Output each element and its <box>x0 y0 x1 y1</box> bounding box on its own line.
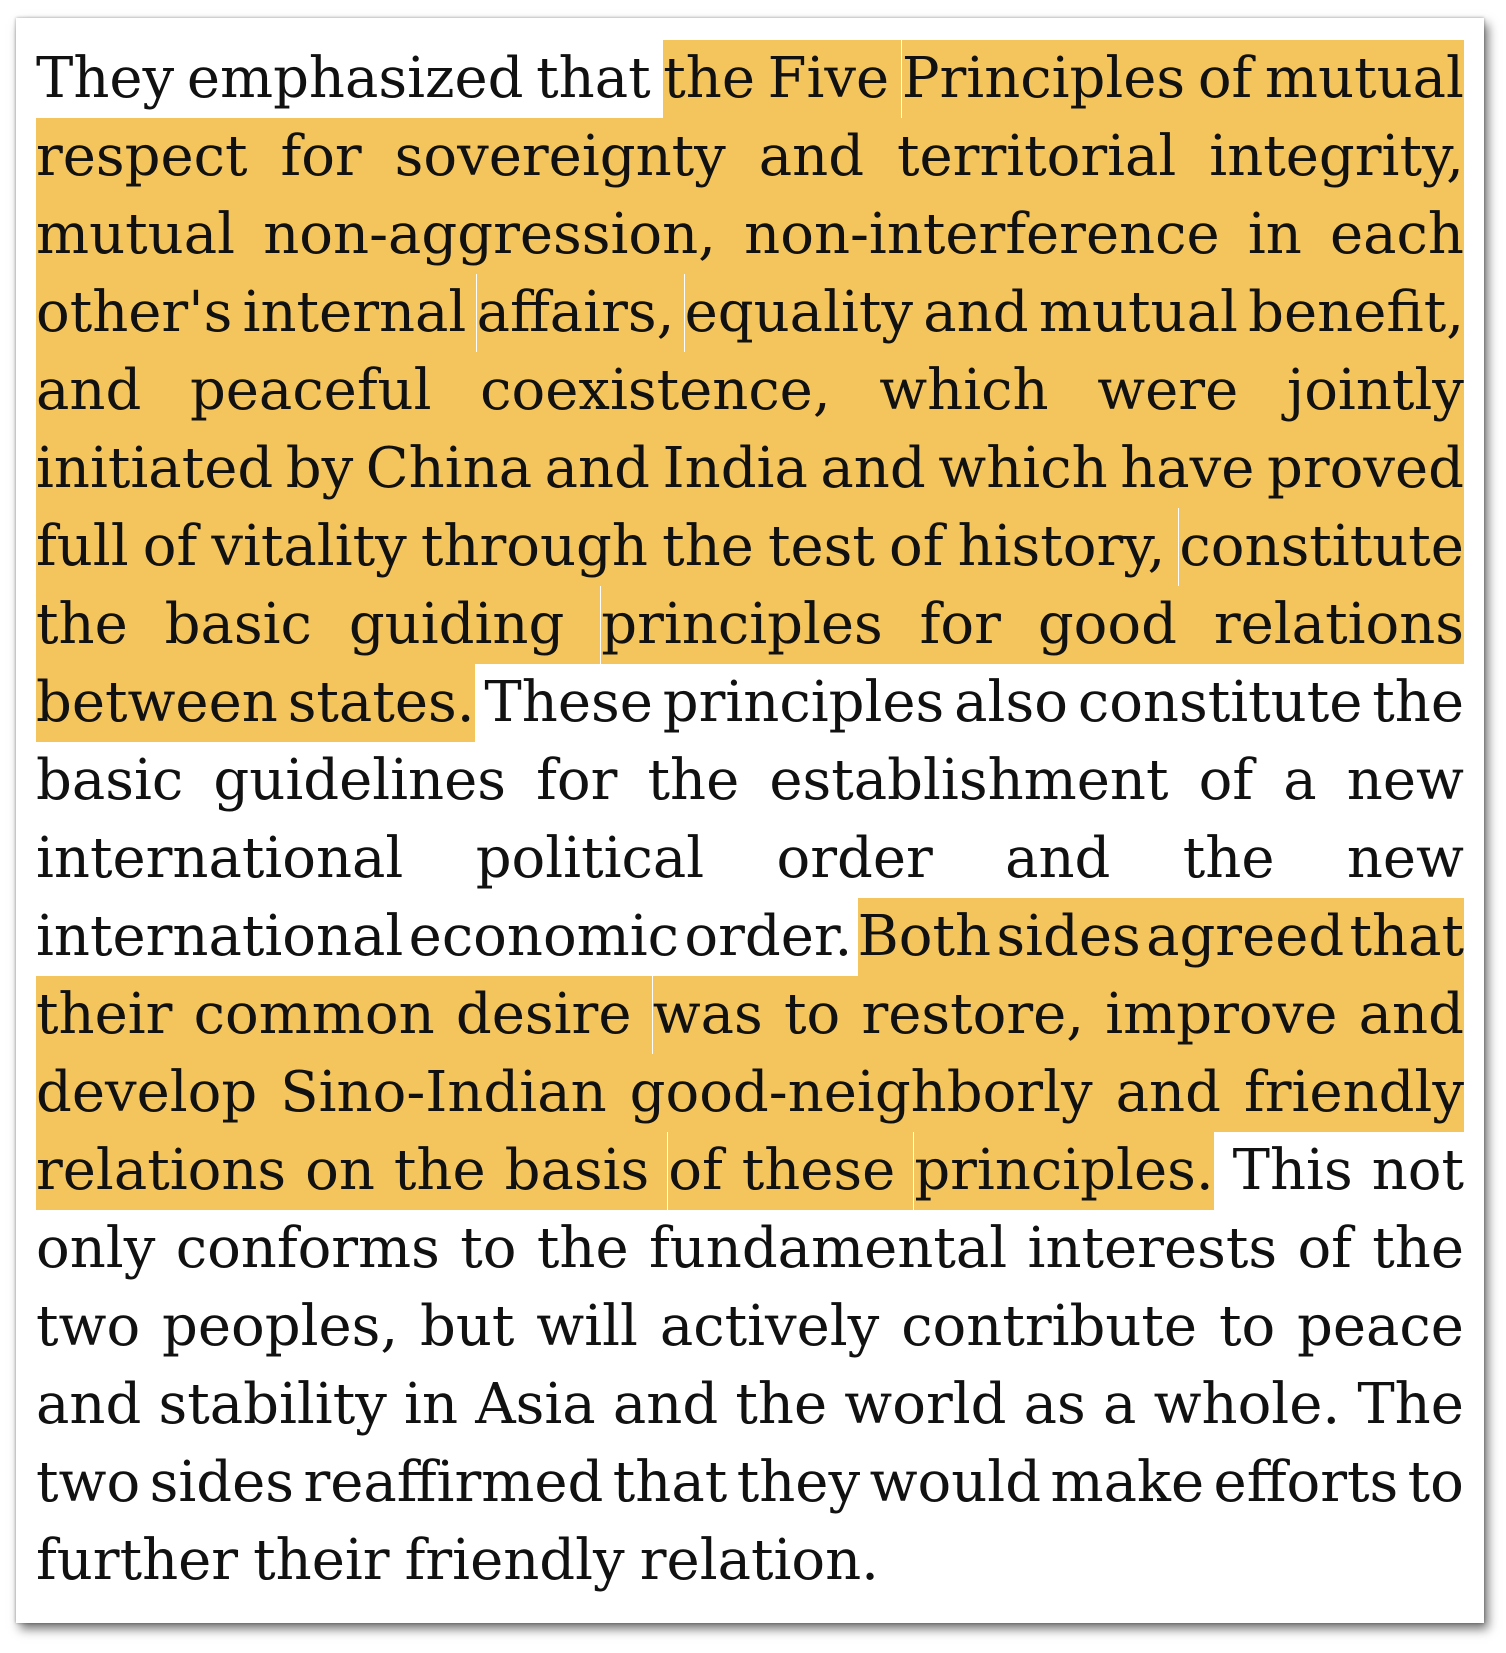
word: two <box>36 1294 141 1359</box>
text-line <box>36 1366 1464 1444</box>
highlighted-word: territorial <box>897 118 1209 196</box>
word: and <box>36 1372 142 1437</box>
word: the <box>1182 826 1275 891</box>
highlighted-word: internal <box>243 274 477 352</box>
word: will <box>536 1294 638 1359</box>
text-line <box>36 586 1464 664</box>
word: the <box>1372 670 1464 735</box>
highlighted-word: history, <box>958 508 1179 586</box>
highlighted-word: sides <box>996 898 1146 976</box>
highlighted-word: to <box>784 976 861 1054</box>
word: make <box>1050 1450 1205 1515</box>
highlighted-word: other's <box>36 274 243 352</box>
word: actively <box>659 1294 880 1359</box>
highlighted-word: have <box>1120 430 1267 508</box>
word: to <box>460 1216 517 1281</box>
highlighted-word: Principles <box>902 40 1198 118</box>
highlighted-word: respect <box>36 118 280 196</box>
word: political <box>475 826 705 891</box>
highlighted-word: principles <box>601 586 920 664</box>
highlighted-word: non-interference <box>744 196 1248 274</box>
highlighted-word: of <box>143 508 211 586</box>
word: that <box>536 46 651 111</box>
highlighted-word: proved <box>1267 430 1464 508</box>
word: in <box>404 1372 459 1437</box>
word: The <box>1357 1372 1464 1437</box>
text-line <box>36 1210 1464 1288</box>
word: order. <box>684 904 853 969</box>
word: they <box>736 1450 861 1515</box>
word: the <box>647 748 740 813</box>
highlighted-word: constitute <box>1179 508 1464 586</box>
highlighted-word: principles. <box>914 1132 1213 1210</box>
text-line <box>36 430 1464 508</box>
text-line <box>36 1288 1464 1366</box>
word: to <box>1407 1450 1464 1515</box>
text-line <box>36 196 1464 274</box>
text-line <box>36 976 1464 1054</box>
highlighted-word: and <box>1116 1054 1244 1132</box>
word: but <box>420 1294 515 1359</box>
word: two <box>36 1450 141 1515</box>
highlighted-word: good <box>1038 586 1214 664</box>
word: that <box>612 1450 728 1515</box>
word: friendly <box>404 1528 625 1593</box>
word: a <box>1102 1372 1137 1437</box>
highlighted-word: relations <box>36 1132 305 1210</box>
word: of <box>1198 748 1254 813</box>
word: Asia <box>475 1372 596 1437</box>
highlighted-word: India <box>663 430 820 508</box>
highlighted-word: equality <box>685 274 923 352</box>
highlighted-word: the <box>36 586 165 664</box>
highlighted-word: coexistence, <box>480 352 879 430</box>
highlighted-word: Sino-Indian <box>280 1054 630 1132</box>
text-line <box>36 1522 1464 1600</box>
highlighted-word: initiated <box>36 430 286 508</box>
highlighted-word: the <box>662 508 768 586</box>
text-line <box>36 820 1464 898</box>
word: new <box>1346 826 1464 891</box>
word: the <box>536 1216 629 1281</box>
highlighted-word: desire <box>456 976 653 1054</box>
word: contribute <box>901 1294 1198 1359</box>
text-line <box>36 118 1464 196</box>
word: interests <box>1027 1216 1278 1281</box>
highlighted-word: test <box>768 508 889 586</box>
word: a <box>1283 748 1317 813</box>
text-line <box>36 898 1464 976</box>
highlighted-word: agreed <box>1146 898 1350 976</box>
highlighted-word: the <box>394 1132 505 1210</box>
highlighted-word: of <box>668 1132 742 1210</box>
highlighted-word: of <box>889 508 958 586</box>
highlighted-word: basic <box>165 586 349 664</box>
word: basic <box>36 748 184 813</box>
word: emphasized <box>186 46 524 111</box>
highlighted-word: peaceful <box>190 352 480 430</box>
highlighted-word: states. <box>288 664 475 742</box>
word: conforms <box>175 1216 440 1281</box>
text-line <box>36 664 1464 742</box>
highlighted-word: jointly <box>1287 352 1464 430</box>
word: not <box>1371 1138 1464 1203</box>
torn-paper-excerpt <box>16 18 1484 1623</box>
highlighted-word: the <box>663 40 768 118</box>
text-line <box>36 742 1464 820</box>
word: of <box>1297 1216 1352 1281</box>
highlighted-word: guiding <box>349 586 601 664</box>
word: principles <box>662 670 945 735</box>
word: for <box>536 748 618 813</box>
highlighted-word: improve <box>1105 976 1359 1054</box>
highlighted-word: Five <box>768 40 902 118</box>
highlighted-word: and <box>923 274 1039 352</box>
highlighted-word: sovereignty <box>395 118 759 196</box>
word: and <box>612 1372 719 1437</box>
word: the <box>1372 1216 1464 1281</box>
word: stability <box>158 1372 387 1437</box>
word: These <box>484 670 653 735</box>
highlighted-word: by <box>286 430 366 508</box>
word: peace <box>1297 1294 1464 1359</box>
word: fundamental <box>648 1216 1008 1281</box>
highlighted-word: basis <box>505 1132 668 1210</box>
highlighted-word: their <box>36 976 194 1054</box>
word: efforts <box>1213 1450 1399 1515</box>
word: whole. <box>1153 1372 1341 1437</box>
highlighted-word: and <box>820 430 938 508</box>
highlighted-word: develop <box>36 1054 280 1132</box>
highlighted-word: non-aggression, <box>263 196 744 274</box>
highlighted-word: were <box>1097 352 1287 430</box>
word: and <box>1005 826 1111 891</box>
word: international <box>36 904 404 969</box>
highlighted-word: mutual <box>36 196 263 274</box>
word: also <box>954 670 1068 735</box>
word: guidelines <box>213 748 506 813</box>
word: establishment <box>769 748 1169 813</box>
highlighted-word: affairs, <box>477 274 685 352</box>
highlighted-word: in <box>1248 196 1330 274</box>
highlighted-word: through <box>421 508 662 586</box>
word: relation. <box>639 1528 879 1593</box>
highlighted-word: mutual <box>1039 274 1248 352</box>
highlighted-word: which <box>938 430 1120 508</box>
word: international <box>36 826 404 891</box>
highlighted-word: and <box>1359 976 1464 1054</box>
word: reaffirmed <box>303 1450 604 1515</box>
word: constitute <box>1077 670 1363 735</box>
word: as <box>1023 1372 1086 1437</box>
highlighted-word: and <box>759 118 897 196</box>
word: peoples, <box>162 1294 399 1359</box>
highlighted-word: mutual <box>1265 40 1464 118</box>
word: only <box>36 1216 156 1281</box>
highlighted-word: vitality <box>211 508 421 586</box>
word: further <box>36 1528 239 1593</box>
word: would <box>869 1450 1042 1515</box>
highlighted-word: for <box>280 118 395 196</box>
word: order <box>776 826 933 891</box>
highlighted-word: on <box>305 1132 394 1210</box>
highlighted-word: full <box>36 508 143 586</box>
highlighted-word: these <box>742 1132 914 1210</box>
highlighted-word: that <box>1350 898 1464 976</box>
word: world <box>844 1372 1007 1437</box>
text-line <box>36 508 1464 586</box>
highlighted-word: each <box>1330 196 1464 274</box>
highlighted-word: integrity, <box>1209 118 1464 196</box>
highlighted-word: benefit, <box>1248 274 1464 352</box>
highlighted-word: between <box>36 664 288 742</box>
text-line <box>36 1132 1464 1210</box>
text-line <box>36 1054 1464 1132</box>
text-line <box>36 1444 1464 1522</box>
word: to <box>1218 1294 1276 1359</box>
highlighted-word: of <box>1198 40 1265 118</box>
torn-edge-decoration <box>16 1607 1484 1623</box>
word: their <box>253 1528 390 1593</box>
text-line <box>36 352 1464 430</box>
word: sides <box>149 1450 294 1515</box>
highlighted-word: restore, <box>861 976 1105 1054</box>
word: new <box>1346 748 1464 813</box>
highlighted-word: good-neighborly <box>630 1054 1116 1132</box>
highlighted-word: for <box>920 586 1038 664</box>
word: economic <box>408 904 680 969</box>
highlighted-word: common <box>194 976 456 1054</box>
highlighted-word: Both <box>858 898 996 976</box>
highlighted-word: China <box>366 430 545 508</box>
highlighted-word: and <box>36 352 190 430</box>
text-line <box>36 274 1464 352</box>
word: This <box>1232 1138 1353 1203</box>
highlighted-word: which <box>879 352 1097 430</box>
highlighted-word: relations <box>1214 586 1464 664</box>
text-line <box>36 40 1464 118</box>
highlighted-word: friendly <box>1244 1054 1464 1132</box>
highlighted-word: and <box>545 430 663 508</box>
word: the <box>735 1372 828 1437</box>
highlighted-word: was <box>653 976 784 1054</box>
word: They <box>36 46 175 111</box>
highlighted-paragraph <box>36 40 1464 1600</box>
